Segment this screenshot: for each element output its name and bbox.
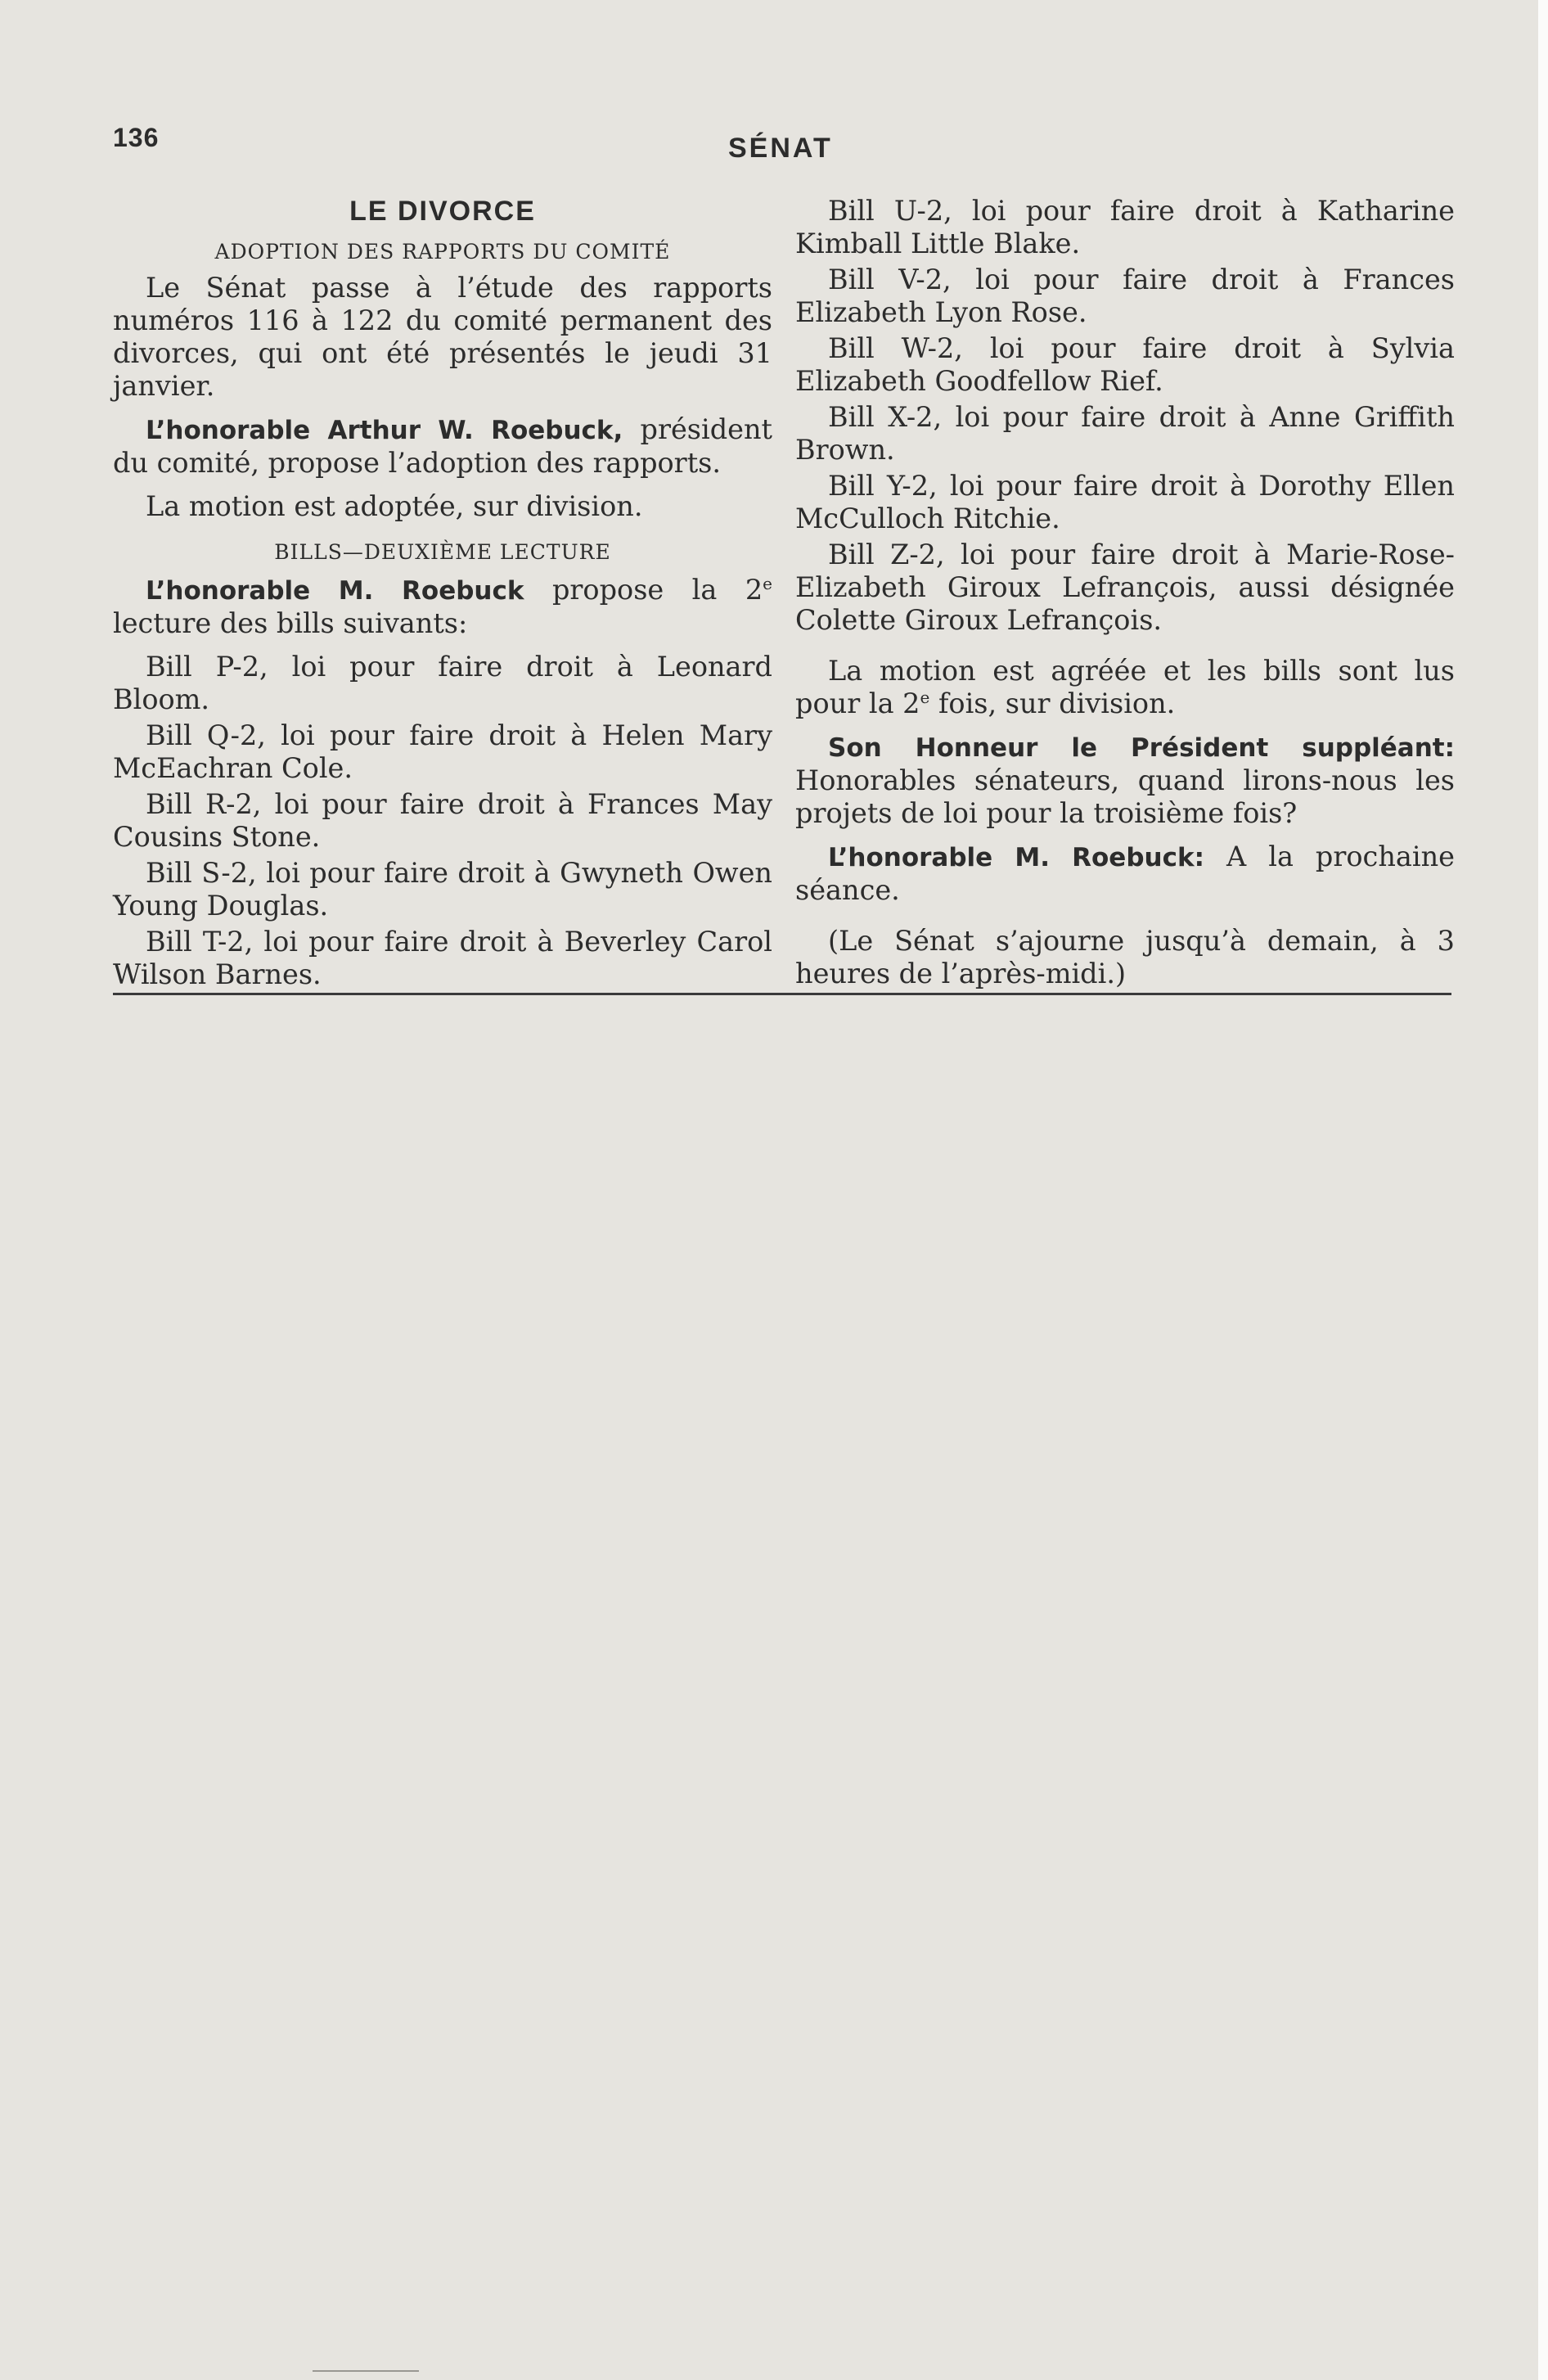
end-rule — [113, 993, 1451, 995]
bill-item: Bill W-2, loi pour faire droit à Sylvia Elizabeth Goodfellow Rief. — [795, 332, 1455, 397]
speaker-name: L’honorable M. Roebuck — [146, 576, 524, 606]
bottom-mark — [313, 2370, 419, 2378]
superscript: e — [763, 573, 772, 593]
paragraph-proposal — [113, 413, 772, 480]
paragraph-speaker-question — [795, 731, 1455, 830]
page-number: 136 — [113, 123, 160, 152]
bill-item: Bill X-2, loi pour faire droit à Anne Griffith Brown. — [795, 401, 1455, 466]
bill-item: Bill V-2, loi pour faire droit à Frances Elizabeth Lyon Rose. — [795, 264, 1455, 328]
paragraph-text: La motion est agréée et les bills sont lus pour la 2 — [795, 655, 1455, 719]
paragraph-text: fois, sur division. — [929, 687, 1176, 719]
superscript: e — [920, 687, 930, 707]
paragraph-second-reading — [113, 574, 772, 640]
bill-item: Bill Q-2, loi pour faire droit à Helen Mary McEachran Cole. — [113, 719, 772, 784]
paragraph-intro: Le Sénat passe à l’étude des rapports numéros 116 à 122 du comité permanent des divorces, qui ont été présentés le jeudi 31 janvier. — [113, 272, 772, 402]
bill-item: Bill S-2, loi pour faire droit à Gwyneth Owen Young Douglas. — [113, 857, 772, 922]
bill-item: Bill P-2, loi pour faire droit à Leonard Bloom. — [113, 651, 772, 715]
paragraph-text: président du comité, propose l’adoption des rapports. — [113, 413, 772, 479]
paragraph-adjournment: (Le Sénat s’ajourne jusqu’à demain, à 3 heures de l’après-midi.) — [795, 925, 1455, 989]
bill-item: Bill U-2, loi pour faire droit à Katharine Kimball Little Blake. — [795, 195, 1455, 259]
left-column — [113, 195, 772, 991]
section-title: LE DIVORCE — [349, 196, 536, 227]
paragraph-text: lecture des bills suivants: — [113, 607, 468, 639]
subheading-adoption: ADOPTION DES RAPPORTS DU COMITÉ — [214, 240, 671, 264]
paragraph-motion-adopted: La motion est adoptée, sur division. — [146, 490, 643, 522]
paragraph-speaker-answer — [795, 841, 1455, 907]
paragraph-text: Honorables sénateurs, quand lirons-nous les projets de loi pour la troisième fois? — [795, 764, 1455, 829]
bill-item: Bill R-2, loi pour faire droit à Frances May Cousins Stone. — [113, 788, 772, 853]
paragraph-motion-agreed — [795, 655, 1455, 720]
speaker-name: L’honorable M. Roebuck: — [828, 843, 1204, 872]
speaker-name: Son Honneur le Président suppléant: — [828, 733, 1455, 763]
page-edge — [1538, 0, 1548, 2380]
speaker-name: L’honorable Arthur W. Roebuck, — [146, 416, 623, 445]
bill-item: Bill T-2, loi pour faire droit à Beverley Carol Wilson Barnes. — [113, 926, 772, 990]
running-title: SÉNAT — [728, 133, 833, 164]
right-column — [795, 195, 1455, 990]
subheading-second-reading: BILLS—DEUXIÈME LECTURE — [274, 540, 611, 564]
paragraph-text: propose la 2 — [524, 574, 763, 606]
paragraph-text: A la prochaine séance. — [795, 841, 1455, 906]
bill-item: Bill Z-2, loi pour faire droit à Marie-Rose-Elizabeth Giroux Lefrançois, aussi désignée Colette Giroux Lefrançois. — [795, 539, 1455, 636]
bill-item: Bill Y-2, loi pour faire droit à Dorothy Ellen McCulloch Ritchie. — [795, 470, 1455, 534]
